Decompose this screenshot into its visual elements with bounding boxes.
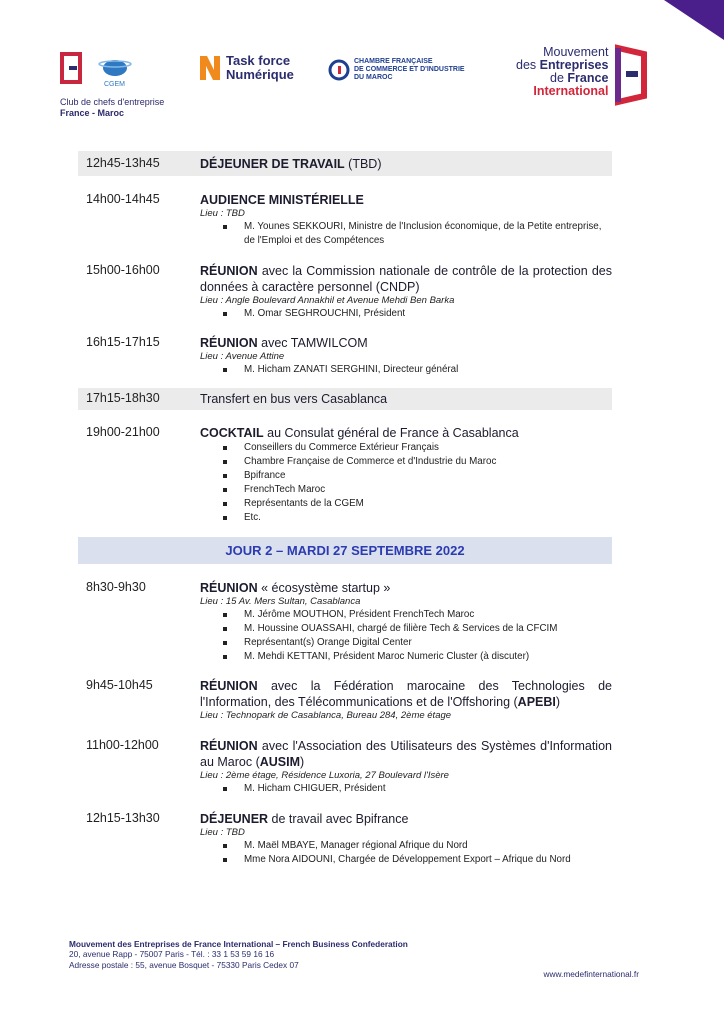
attendee: Représentant(s) Orange Digital Center bbox=[244, 636, 612, 650]
agenda-time: 11h00-12h00 bbox=[86, 738, 159, 752]
taskforce-line2: Numérique bbox=[226, 67, 294, 82]
agenda-time: 9h45-10h45 bbox=[86, 678, 153, 692]
agenda-time: 12h45-13h45 bbox=[86, 156, 160, 170]
ccifm-logo bbox=[328, 58, 465, 82]
agenda-item bbox=[78, 811, 612, 867]
agenda-title-bold: RÉUNION bbox=[200, 264, 258, 278]
medef-line3-b: France bbox=[567, 71, 609, 85]
day-2-banner bbox=[78, 537, 612, 564]
medef-line3-a: de bbox=[550, 71, 568, 85]
agenda-item bbox=[78, 263, 612, 321]
agenda-title-rest: (TBD) bbox=[344, 157, 382, 171]
medef-line2-a: des bbox=[516, 58, 540, 72]
ccifm-line3: DU MAROC bbox=[354, 74, 393, 81]
agenda-title-bold-2: AUSIM bbox=[259, 755, 301, 769]
footer-website: www.medefinternational.fr bbox=[543, 969, 639, 979]
attendee: Conseillers du Commerce Extérieur Français bbox=[244, 441, 612, 455]
agenda-item bbox=[78, 151, 612, 176]
agenda-title-rest: avec la Commission nationale de contrôle de la protection des données à caractère personnel (CNDP) bbox=[200, 264, 612, 294]
footer-address-1: 20, avenue Rapp - 75007 Paris - Tél. : 33 1 53 59 16 16 bbox=[69, 949, 275, 959]
agenda-location: Lieu : TBD bbox=[200, 827, 245, 838]
agenda-item bbox=[78, 678, 612, 722]
agenda-title-bold: COCKTAIL bbox=[200, 426, 264, 440]
medef-line2-b: Entreprises bbox=[539, 58, 609, 72]
attendee: FrenchTech Maroc bbox=[244, 483, 612, 497]
agenda-title-bold: RÉUNION bbox=[200, 336, 258, 350]
attendee: Représentants de la CGEM bbox=[244, 497, 612, 511]
medef-logo bbox=[516, 44, 654, 106]
agenda-title-rest-2: ) bbox=[555, 695, 561, 709]
agenda-item bbox=[78, 580, 612, 664]
attendee: M. Maël MBAYE, Manager régional Afrique du Nord bbox=[244, 839, 612, 853]
agenda bbox=[78, 151, 612, 867]
agenda-item bbox=[78, 335, 612, 377]
medef-line1: Mouvement bbox=[543, 45, 609, 59]
corner-decoration bbox=[664, 0, 724, 40]
attendee: M. Jérôme MOUTHON, Président FrenchTech Maroc bbox=[244, 608, 612, 622]
agenda-title-rest: avec l'Association des Utilisateurs des Systèmes d'Information au Maroc ( bbox=[200, 739, 612, 769]
agenda-title-bold: AUDIENCE MINISTÉRIELLE bbox=[200, 193, 364, 207]
agenda-time: 14h00-14h45 bbox=[86, 192, 160, 206]
agenda-location: Lieu : TBD bbox=[200, 208, 245, 219]
attendee: Chambre Française de Commerce et d'Industrie du Maroc bbox=[244, 455, 612, 469]
agenda-location: Lieu : 15 Av. Mers Sultan, Casablanca bbox=[200, 596, 361, 607]
attendee: Etc. bbox=[244, 511, 612, 525]
taskforce-n-mark bbox=[198, 54, 222, 82]
page-footer bbox=[69, 939, 639, 979]
ccifm-mark bbox=[328, 59, 350, 81]
agenda-title-rest: avec la Fédération marocaine des Technologies de l'Information, des Télécommunications et de l'Offshoring ( bbox=[200, 679, 612, 709]
club-logo bbox=[60, 50, 164, 119]
agenda-time: 12h15-13h30 bbox=[86, 811, 160, 825]
taskforce-line1: Task force bbox=[226, 53, 291, 68]
club-logo-mark bbox=[60, 50, 140, 90]
agenda-title-bold: DÉJEUNER bbox=[200, 812, 269, 826]
medef-line4: International bbox=[533, 84, 609, 98]
attendee: M. Omar SEGHROUCHNI, Président bbox=[244, 307, 612, 321]
agenda-time: 8h30-9h30 bbox=[86, 580, 146, 594]
day-2-label: JOUR 2 – MARDI 27 SEPTEMBRE 2022 bbox=[225, 543, 465, 558]
attendee: M. Mehdi KETTANI, Président Maroc Numeric Cluster (à discuter) bbox=[244, 650, 612, 664]
agenda-time: 17h15-18h30 bbox=[86, 391, 160, 405]
page-header bbox=[0, 40, 724, 118]
agenda-title-bold: RÉUNION bbox=[200, 581, 258, 595]
agenda-location: Lieu : Technopark de Casablanca, Bureau 284, 2ème étage bbox=[200, 710, 452, 721]
agenda-title-bold: DÉJEUNER DE TRAVAIL bbox=[200, 157, 345, 171]
agenda-time: 16h15-17h15 bbox=[86, 335, 160, 349]
attendee: Mme Nora AIDOUNI, Chargée de Développement Export – Afrique du Nord bbox=[244, 853, 612, 867]
footer-org: Mouvement des Entreprises de France International – French Business Confederation bbox=[69, 939, 408, 949]
agenda-title-rest: de travail avec Bpifrance bbox=[268, 812, 409, 826]
club-caption-2: France - Maroc bbox=[60, 108, 125, 118]
attendee: Bpifrance bbox=[244, 469, 612, 483]
attendee: M. Houssine OUASSAHI, chargé de filière Tech & Services de la CFCIM bbox=[244, 622, 612, 636]
agenda-title-rest-2: ) bbox=[300, 755, 305, 769]
cgem-label: CGEM bbox=[104, 81, 125, 88]
agenda-title-rest: avec TAMWILCOM bbox=[257, 336, 368, 350]
agenda-location: Lieu : 2ème étage, Résidence Luxoria, 27 Boulevard l'Isère bbox=[200, 770, 449, 781]
agenda-title-rest: Transfert en bus vers Casablanca bbox=[200, 392, 388, 406]
agenda-location: Lieu : Angle Boulevard Annakhil et Avenue Mehdi Ben Barka bbox=[200, 295, 455, 306]
taskforce-logo bbox=[198, 54, 294, 82]
agenda-title-rest: « écosystème startup » bbox=[257, 581, 391, 595]
agenda-location: Lieu : Avenue Attine bbox=[200, 351, 285, 362]
agenda-time: 19h00-21h00 bbox=[86, 425, 160, 439]
medef-e-mark bbox=[614, 44, 654, 106]
ccifm-line2: DE COMMERCE ET D'INDUSTRIE bbox=[354, 66, 465, 73]
agenda-title-bold: RÉUNION bbox=[200, 739, 258, 753]
footer-address-2: Adresse postale : 55, avenue Bosquet - 75330 Paris Cedex 07 bbox=[69, 960, 299, 970]
agenda-item bbox=[78, 388, 612, 410]
attendee: M. Hicham CHIGUER, Président bbox=[244, 782, 612, 796]
agenda-title-rest: au Consulat général de France à Casablanca bbox=[263, 426, 519, 440]
agenda-item bbox=[78, 192, 612, 248]
agenda-item bbox=[78, 425, 612, 525]
agenda-time: 15h00-16h00 bbox=[86, 263, 160, 277]
agenda-title-bold-2: APEBI bbox=[517, 695, 556, 709]
attendee: M. Younes SEKKOURI, Ministre de l'Inclusion économique, de la Petite entreprise, de l'Emploi et des Compétences bbox=[244, 220, 612, 248]
ccifm-line1: CHAMBRE FRANÇAISE bbox=[354, 58, 433, 65]
club-caption-1: Club de chefs d'entreprise bbox=[60, 97, 165, 107]
attendee: M. Hicham ZANATI SERGHINI, Directeur général bbox=[244, 363, 612, 377]
agenda-item bbox=[78, 738, 612, 796]
agenda-title-bold: RÉUNION bbox=[200, 679, 258, 693]
